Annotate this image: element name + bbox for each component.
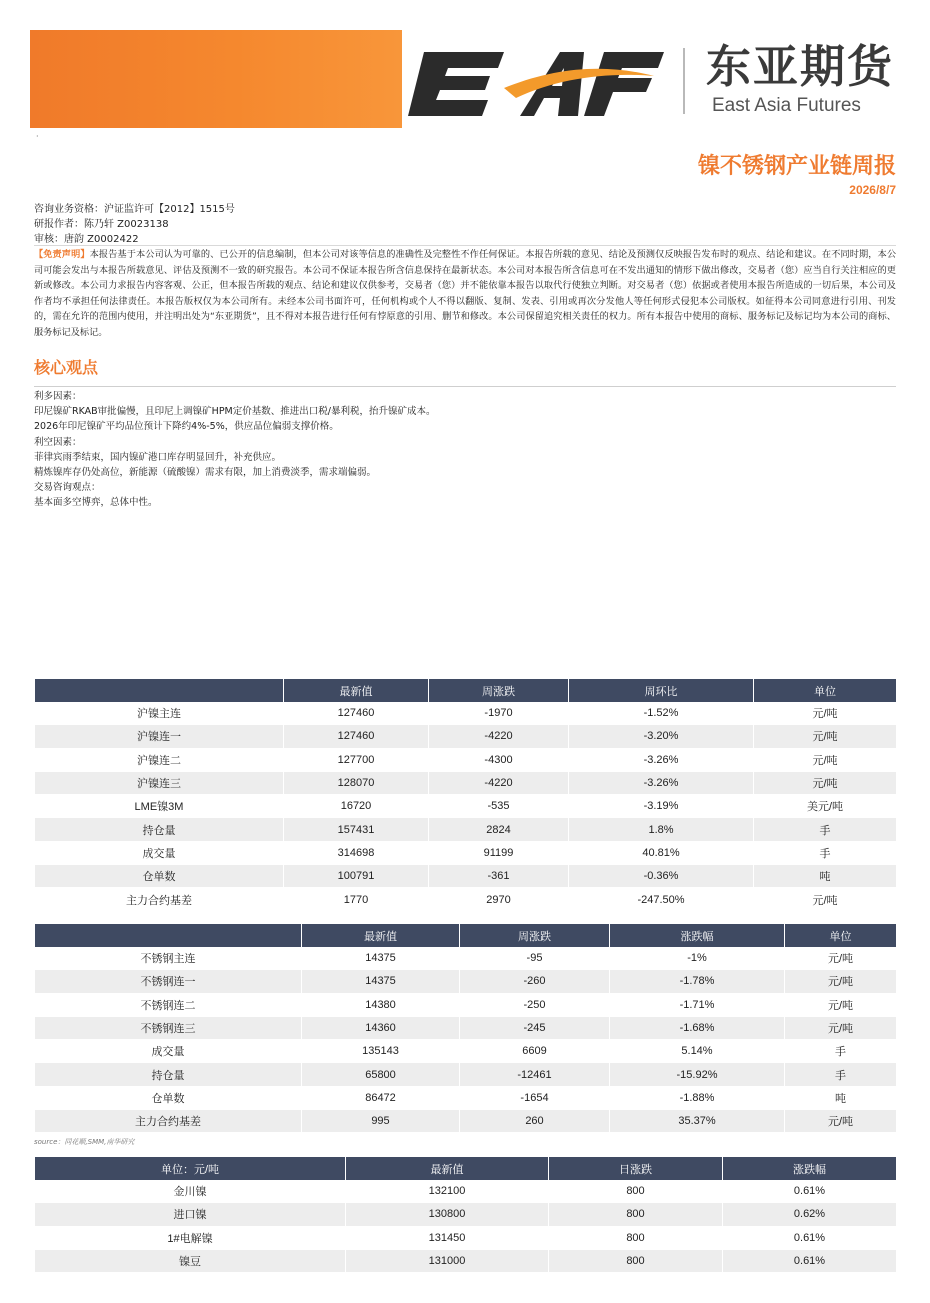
table-cell: -15.92% [610, 1063, 785, 1086]
table-header-row [35, 1157, 897, 1180]
spot-nickel-table [34, 1157, 897, 1273]
table-row [35, 865, 897, 888]
table-cell: 主力合约基差 [35, 1110, 302, 1133]
core-line: 利空因素： [34, 436, 82, 448]
table-header-cell: 周涨跌 [429, 679, 569, 702]
table-cell: 金川镍 [35, 1180, 346, 1203]
table-cell: -4300 [429, 748, 569, 771]
table-cell: 元/吨 [754, 725, 897, 748]
table-cell: 127700 [284, 748, 429, 771]
table-row [35, 993, 897, 1016]
table-cell: 6609 [460, 1040, 610, 1063]
table-row [35, 841, 897, 864]
table-cell: 0.62% [723, 1203, 897, 1226]
table-row [35, 818, 897, 841]
table-row [35, 1063, 897, 1086]
table-cell: 65800 [302, 1063, 460, 1086]
table-cell: 沪镍连二 [35, 748, 284, 771]
brand-name-en: East Asia Futures [712, 95, 861, 116]
table-row [35, 771, 897, 794]
table-cell: 1.8% [569, 818, 754, 841]
table-cell: -1970 [429, 702, 569, 725]
table-cell: 沪镍连一 [35, 725, 284, 748]
core-line: 利多因素： [34, 391, 82, 402]
table-cell: 260 [460, 1110, 610, 1133]
table-cell: 2970 [429, 888, 569, 911]
table-cell: -1.68% [610, 1016, 785, 1039]
table-cell: -95 [460, 947, 610, 970]
eaf-logo [408, 42, 664, 122]
table-header-row [35, 679, 897, 702]
table-row [35, 1203, 897, 1226]
table-header-cell: 单位 [785, 924, 897, 947]
table-cell: 持仓量 [35, 1063, 302, 1086]
table-cell: 不锈钢主连 [35, 947, 302, 970]
table-header-cell: 单位：元/吨 [35, 1157, 346, 1180]
table-cell: 手 [785, 1063, 897, 1086]
table-row [35, 702, 897, 725]
table-cell: 131000 [346, 1249, 549, 1272]
table-cell: 800 [549, 1180, 723, 1203]
table-cell: 元/吨 [785, 1016, 897, 1039]
core-line: 基本面多空博弈，总体中性。 [34, 497, 158, 509]
header-small-mark: · [36, 132, 39, 141]
table-row [35, 1016, 897, 1039]
disclaimer-text: 本报告基于本公司认为可靠的、已公开的信息编制，但本公司对该等信息的准确性及完整性不作任何保证。本报告所载的意见、结论及预测仅反映报告发布时的观点、结论和建议。在不同时期，本公司可能会发出与本报告所载意见、评估及预测不一致的研究报告。本公司不保证本报告所含信息保持在最新状态。本公司对本报告所含信息可在不发出通知的情形下做出修改，交易者（您）应当自行关注相应的更新或修改。本公司力求报告内容客观、公正，但本报告所载的观点、结论和建议仅供参考，交易者（您）并不能依靠本报告以取代行使独立判断。对交易者（您）依据或者使用本报告所造成的一切后果，本公司及作者均不承担任何法律责任。本报告版权仅为本公司所有。未经本公司书面许可，任何机构或个人不得以翻版、复制、发表、引用或再次分发他人等任何形式侵犯本公司版权。如征得本公司同意进行引用、刊发的，需在允许的范围内使用，并注明出处为“东亚期货”，且不得对本报告进行任何有悖原意的引用、删节和修改。本公司保留追究相关责任的权力。所有本报告中使用的商标、服务标记及标记均为本公司的商标、服务标记及标记。 [34, 249, 897, 338]
report-meta [34, 202, 235, 247]
table-cell: 成交量 [35, 1040, 302, 1063]
table-cell: 成交量 [35, 841, 284, 864]
table-header-cell: 最新值 [346, 1157, 549, 1180]
table-row [35, 748, 897, 771]
table-cell: -4220 [429, 725, 569, 748]
table-cell: 0.61% [723, 1226, 897, 1249]
disclaimer [34, 247, 896, 341]
core-line: 精炼镍库存仍处高位，新能源（硫酸镍）需求有限，加上消费淡季，需求端偏弱。 [34, 467, 377, 479]
table-cell: 手 [754, 818, 897, 841]
table-cell: 吨 [785, 1086, 897, 1109]
table-cell: 不锈钢连三 [35, 1016, 302, 1039]
report-date: 2026/8/7 [849, 183, 896, 197]
source-note: source：同花顺,SMM,南华研究 [34, 1138, 135, 1146]
table-cell: 0.61% [723, 1180, 897, 1203]
table-cell: 不锈钢连一 [35, 970, 302, 993]
author-line: 研报作者：陈乃轩 Z0023138 [34, 219, 169, 230]
table-cell: -4220 [429, 771, 569, 794]
table-cell: 14375 [302, 970, 460, 993]
table-row [35, 888, 897, 911]
table-cell: -1.71% [610, 993, 785, 1016]
table-header-row [35, 924, 897, 947]
table-cell: 132100 [346, 1180, 549, 1203]
table-cell: 沪镍主连 [35, 702, 284, 725]
table-cell: 不锈钢连二 [35, 993, 302, 1016]
brand-name-cn: 东亚期货 [706, 40, 895, 93]
table-cell: 800 [549, 1226, 723, 1249]
table-row [35, 1110, 897, 1133]
core-line: 印尼镍矿RKAB审批偏慢，且印尼上调镍矿HPM定价基数、推进出口税/暴利税，抬升镍矿成本。 [34, 406, 436, 418]
table-cell: -1.78% [610, 970, 785, 993]
table-cell: 手 [754, 841, 897, 864]
table-cell: LME镍3M [35, 795, 284, 818]
table-cell: 元/吨 [785, 993, 897, 1016]
table-cell: -12461 [460, 1063, 610, 1086]
table-cell: 元/吨 [754, 771, 897, 794]
table-cell: -260 [460, 970, 610, 993]
core-line: 交易咨询观点： [34, 482, 101, 494]
table-cell: 2824 [429, 818, 569, 841]
table-cell: -0.36% [569, 865, 754, 888]
table-cell: 主力合约基差 [35, 888, 284, 911]
table-cell: 91199 [429, 841, 569, 864]
table-cell: 1770 [284, 888, 429, 911]
table-cell: 沪镍连三 [35, 771, 284, 794]
table-cell: 手 [785, 1040, 897, 1063]
table-header-cell: 涨跌幅 [610, 924, 785, 947]
table-row [35, 1180, 897, 1203]
table-cell: 仓单数 [35, 865, 284, 888]
table-cell: 5.14% [610, 1040, 785, 1063]
table-cell: 元/吨 [785, 970, 897, 993]
logo-letter-e [408, 52, 504, 116]
table-header-cell [35, 679, 284, 702]
table-cell: 130800 [346, 1203, 549, 1226]
table-cell: -1.52% [569, 702, 754, 725]
disclaimer-tag: 【免责声明】 [34, 249, 90, 260]
table-cell: 127460 [284, 725, 429, 748]
nickel-futures-table [34, 679, 897, 912]
core-line: 菲律宾雨季结束，国内镍矿港口库存明显回升，补充供应。 [34, 451, 282, 463]
stainless-futures-table [34, 924, 897, 1133]
table-row [35, 795, 897, 818]
table-cell: -1654 [460, 1086, 610, 1109]
table-cell: 86472 [302, 1086, 460, 1109]
table-cell: -535 [429, 795, 569, 818]
table-cell: 14375 [302, 947, 460, 970]
table-row [35, 1086, 897, 1109]
table-cell: 吨 [754, 865, 897, 888]
logo-letter-f [584, 52, 664, 116]
table-cell: -3.26% [569, 771, 754, 794]
core-viewpoints [34, 389, 435, 511]
table-cell: -245 [460, 1016, 610, 1039]
table-cell: 800 [549, 1203, 723, 1226]
table-header-cell: 最新值 [284, 679, 429, 702]
logo-divider [683, 48, 685, 114]
table-cell: 157431 [284, 818, 429, 841]
table-cell: 100791 [284, 865, 429, 888]
table-cell: -247.50% [569, 888, 754, 911]
table-cell: 14360 [302, 1016, 460, 1039]
table-cell: 314698 [284, 841, 429, 864]
core-line: 2026年印尼镍矿平均品位预计下降约4%-5%，供应品位偏弱支撑价格。 [34, 421, 339, 433]
table-cell: 131450 [346, 1226, 549, 1249]
table-cell: 135143 [302, 1040, 460, 1063]
table-cell: 元/吨 [754, 702, 897, 725]
table-row [35, 1249, 897, 1272]
table-row [35, 1040, 897, 1063]
table-cell: 14380 [302, 993, 460, 1016]
table-header-cell: 涨跌幅 [723, 1157, 897, 1180]
table-cell: 1#电解镍 [35, 1226, 346, 1249]
table-cell: -1.88% [610, 1086, 785, 1109]
table-cell: 元/吨 [754, 888, 897, 911]
table-header-cell: 单位 [754, 679, 897, 702]
table-header-cell: 日涨跌 [549, 1157, 723, 1180]
table-cell: 元/吨 [785, 947, 897, 970]
table-cell: 镍豆 [35, 1249, 346, 1272]
table-cell: -1% [610, 947, 785, 970]
report-title: 镍不锈钢产业链周报 [697, 154, 896, 179]
table-cell: 元/吨 [785, 1110, 897, 1133]
table-cell: 仓单数 [35, 1086, 302, 1109]
table-row [35, 1226, 897, 1249]
table-cell: 0.61% [723, 1249, 897, 1272]
license-line: 咨询业务资格：沪证监许可【2012】1515号 [34, 204, 235, 215]
table-cell: -250 [460, 993, 610, 1016]
table-cell: 16720 [284, 795, 429, 818]
table-row [35, 970, 897, 993]
table-header-cell [35, 924, 302, 947]
table-row [35, 947, 897, 970]
table-header-cell: 周涨跌 [460, 924, 610, 947]
table-cell: 持仓量 [35, 818, 284, 841]
table-cell: -3.26% [569, 748, 754, 771]
header-banner [30, 30, 402, 128]
table-header-cell: 最新值 [302, 924, 460, 947]
reviewer-line: 审核：唐韵 Z0002422 [34, 234, 139, 245]
table-cell: -3.19% [569, 795, 754, 818]
table-cell: -361 [429, 865, 569, 888]
table-cell: 元/吨 [754, 748, 897, 771]
section-title-core: 核心观点 [34, 358, 99, 377]
section-divider [34, 386, 896, 387]
table-cell: 128070 [284, 771, 429, 794]
disclaimer-divider [34, 245, 896, 246]
table-cell: 35.37% [610, 1110, 785, 1133]
table-cell: 800 [549, 1249, 723, 1272]
table-cell: 进口镍 [35, 1203, 346, 1226]
table-cell: -3.20% [569, 725, 754, 748]
table-cell: 127460 [284, 702, 429, 725]
table-cell: 995 [302, 1110, 460, 1133]
table-cell: 40.81% [569, 841, 754, 864]
table-row [35, 725, 897, 748]
table-header-cell: 周环比 [569, 679, 754, 702]
table-cell: 美元/吨 [754, 795, 897, 818]
